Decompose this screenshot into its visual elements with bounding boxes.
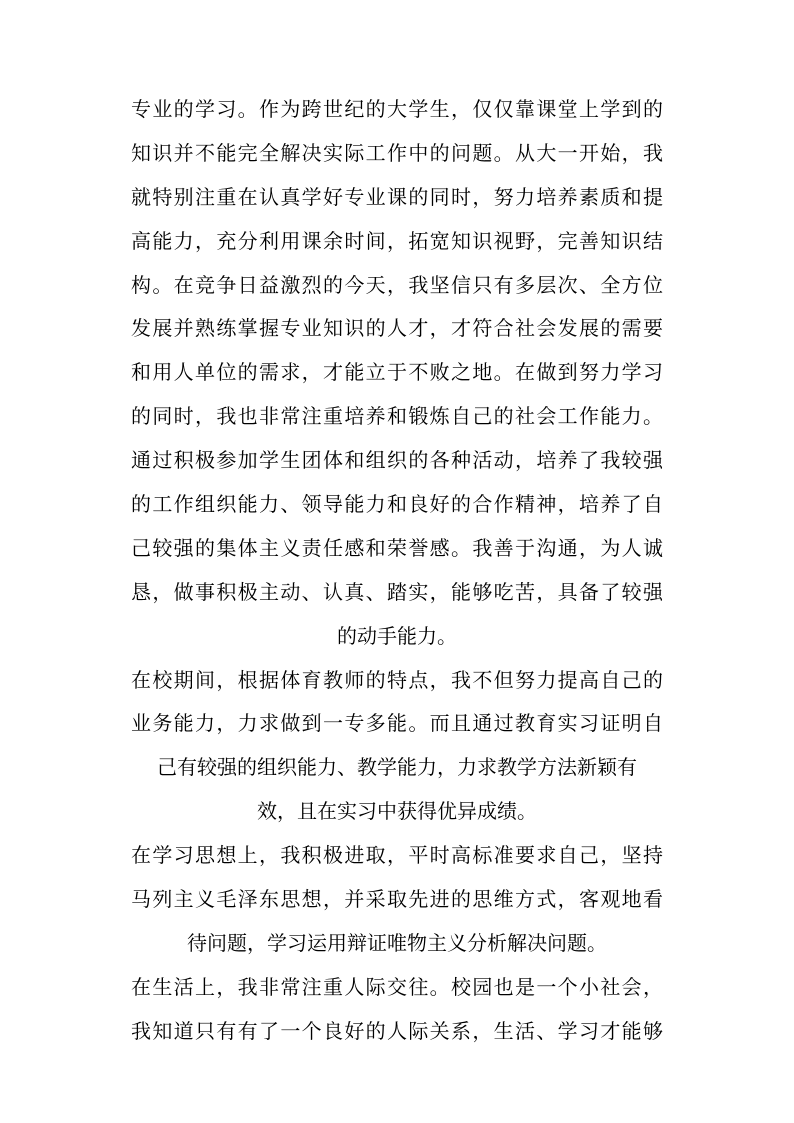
- text-line: 我知道只有有了一个良好的人际关系，生活、学习才能够: [131, 1018, 663, 1043]
- text-line: 马列主义毛泽东思想，并采取先进的思维方式，客观地看: [131, 887, 663, 912]
- text-line: 发展并熟练掌握专业知识的人才，才符合社会发展的需要: [131, 316, 663, 341]
- document-body: [131, 88, 663, 1054]
- text-line: 构。在竞争日益激烈的今天，我坚信只有多层次、全方位: [131, 272, 663, 297]
- text-line: 知识并不能完全解决实际工作中的问题。从大一开始，我: [131, 140, 663, 165]
- text-line: 高能力，充分利用课余时间，拓宽知识视野，完善知识结: [131, 228, 663, 253]
- text-line: 在生活上，我非常注重人际交往。校园也是一个小社会，: [131, 974, 663, 999]
- text-line: 待问题，学习运用辩证唯物主义分析解决问题。: [187, 930, 607, 955]
- text-line: 专业的学习。作为跨世纪的大学生，仅仅靠课堂上学到的: [131, 97, 663, 121]
- text-line: 和用人单位的需求，才能立于不败之地。在做到努力学习: [131, 360, 663, 385]
- text-line: 效，且在实习中获得优异成绩。: [257, 799, 537, 824]
- text-line: 恳，做事积极主动、认真、踏实，能够吃苦，具备了较强: [131, 579, 663, 604]
- text-line: 己有较强的组织能力、教学能力，力求教学方法新颖有: [157, 755, 637, 780]
- text-line: 己较强的集体主义责任感和荣誉感。我善于沟通，为人诚: [131, 535, 663, 560]
- text-line: 的动手能力。: [337, 623, 457, 648]
- text-line: 在学习思想上，我积极进取，平时高标准要求自己，坚持: [131, 843, 663, 868]
- text-line: 的同时，我也非常注重培养和锻炼自己的社会工作能力。: [131, 404, 663, 429]
- text-line: 的工作组织能力、领导能力和良好的合作精神，培养了自: [131, 492, 663, 517]
- text-line: 业务能力，力求做到一专多能。而且通过教育实习证明自: [131, 711, 663, 736]
- text-line: 在校期间，根据体育教师的特点，我不但努力提高自己的: [131, 667, 663, 692]
- text-line: 就特别注重在认真学好专业课的同时，努力培养素质和提: [131, 184, 663, 209]
- text-line: 通过积极参加学生团体和组织的各种活动，培养了我较强: [131, 448, 663, 473]
